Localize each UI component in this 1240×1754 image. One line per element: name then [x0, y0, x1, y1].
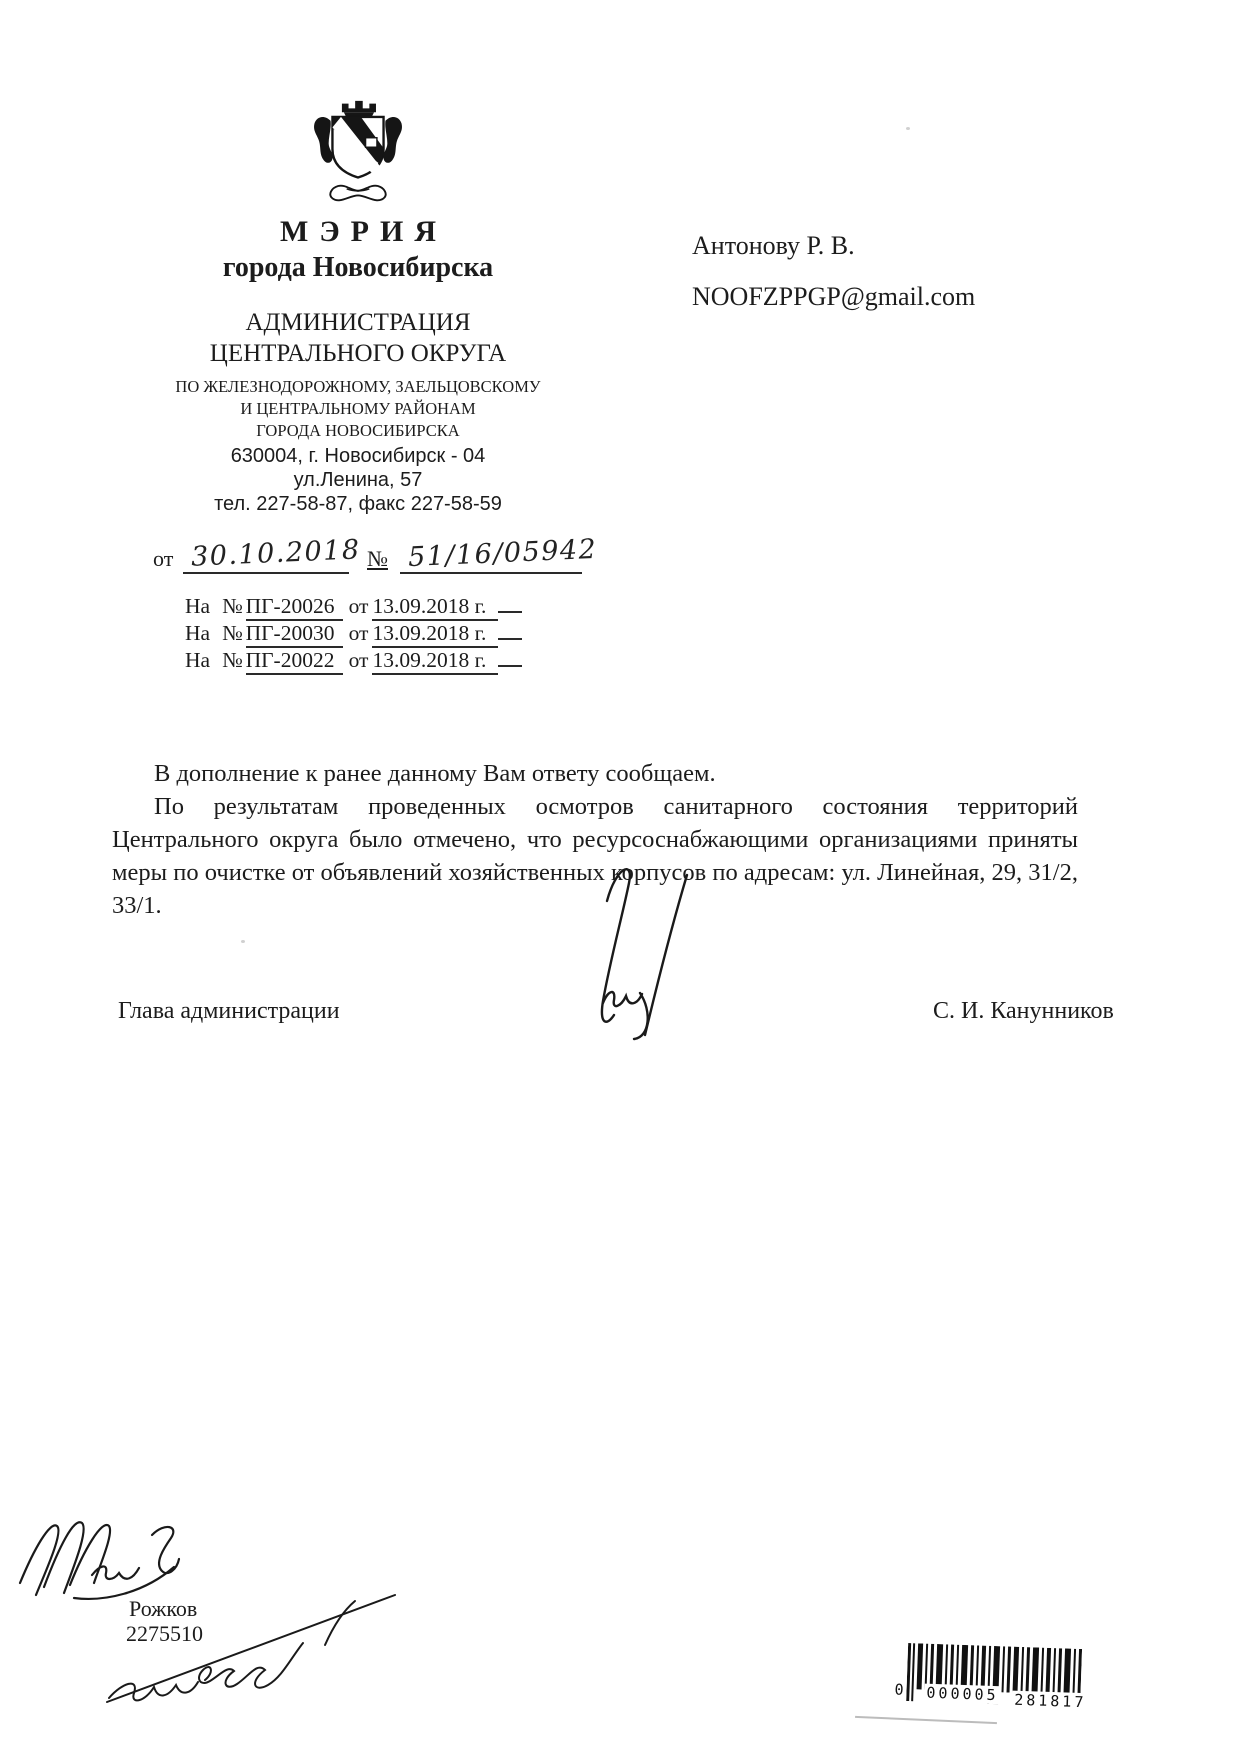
- outgoing-date-field: [183, 534, 362, 574]
- signer-position-title: Глава администрации: [118, 998, 340, 1024]
- reference-date-label: от: [348, 594, 369, 618]
- phone-fax-line: тел. 227-58-87, факс 227-58-59: [214, 493, 502, 515]
- recipient-name: Антонову Р. В.: [692, 231, 855, 260]
- outgoing-line: [128, 533, 598, 574]
- recipient-block: [692, 231, 975, 312]
- reference-number-sign: №: [222, 621, 243, 645]
- reference-number: ПГ-20022: [246, 648, 343, 675]
- org-subtitle: города Новосибирска: [222, 252, 494, 283]
- barcode-digits-group2: 281817: [1013, 1690, 1087, 1712]
- postal-address-line-1: 630004, г. Новосибирск - 04: [230, 445, 486, 467]
- barcode: [894, 1643, 1094, 1714]
- department-line-1: АДМИНИСТРАЦИЯ: [245, 309, 471, 336]
- executor-phone: 2275510: [126, 1621, 203, 1646]
- reference-number-sign: №: [222, 594, 243, 618]
- novosibirsk-coat-of-arms-icon: [310, 98, 406, 204]
- scan-line-artifact: [855, 1716, 997, 1724]
- recipient-email: NOOFZPPGP@gmail.com: [692, 282, 976, 311]
- barcode-digits-group1: 000005: [926, 1683, 999, 1705]
- postal-address-line-2: ул.Ленина, 57: [293, 469, 423, 491]
- reference-underline-tail: [498, 645, 522, 667]
- signature-executor-bottom: [95, 1570, 410, 1715]
- outgoing-number-field: [400, 533, 598, 574]
- body-paragraph-2: По результатам проведенных осмотров санитарного состояния территорий Центрального округа было отмечено, что ресурсоснабжающими организациями приняты меры по очистке от объявлений хозяйственных корпусов по адресам: ул. Линейная, 29, 31/2, 33/1.: [112, 793, 1078, 919]
- reference-date: 13.09.2018 г.: [372, 648, 498, 675]
- reference-date-label: от: [348, 648, 369, 672]
- outgoing-number-handwritten: 51/16/05942: [407, 533, 598, 574]
- outgoing-number-label: №: [367, 546, 388, 571]
- reference-number: ПГ-20030: [246, 621, 343, 648]
- department-line-2: ЦЕНТРАЛЬНОГО ОКРУГА: [209, 340, 507, 367]
- reference-prefix: На: [185, 594, 211, 618]
- outgoing-date-label: от: [153, 546, 174, 571]
- reference-underline-tail: [498, 591, 522, 613]
- outgoing-date-handwritten: 30.10.2018: [190, 534, 362, 573]
- reference-number: ПГ-20026: [246, 594, 343, 621]
- barcode-digit-left: 0: [894, 1680, 907, 1699]
- districts-line-1: ПО ЖЕЛЕЗНОДОРОЖНОМУ, ЗАЕЛЬЦОВСКОМУ: [175, 377, 541, 396]
- body-paragraph-1: В дополнение к ранее данному Вам ответу сообщаем.: [154, 760, 716, 787]
- reference-row: [185, 645, 522, 672]
- scan-speck: [241, 940, 245, 943]
- districts-line-2: И ЦЕНТРАЛЬНОМУ РАЙОНАМ: [240, 399, 476, 418]
- signer-name: С. И. Канунников: [933, 998, 1114, 1024]
- signature-kanunnikov: [550, 853, 715, 1048]
- reference-underline-tail: [498, 618, 522, 640]
- reference-date-label: от: [348, 621, 369, 645]
- letterhead: [128, 98, 588, 516]
- reference-date: 13.09.2018 г.: [372, 594, 498, 621]
- scan-speck: [906, 127, 910, 130]
- reference-date: 13.09.2018 г.: [372, 621, 498, 648]
- references-block: [185, 591, 522, 672]
- reference-prefix: На: [185, 621, 211, 645]
- reference-number-sign: №: [222, 648, 243, 672]
- reference-row: [185, 591, 522, 618]
- reference-prefix: На: [185, 648, 211, 672]
- executor-name: Рожков: [129, 1596, 198, 1621]
- reference-row: [185, 618, 522, 645]
- districts-line-3: ГОРОДА НОВОСИБИРСКА: [256, 421, 460, 440]
- org-title: МЭРИЯ: [280, 215, 447, 248]
